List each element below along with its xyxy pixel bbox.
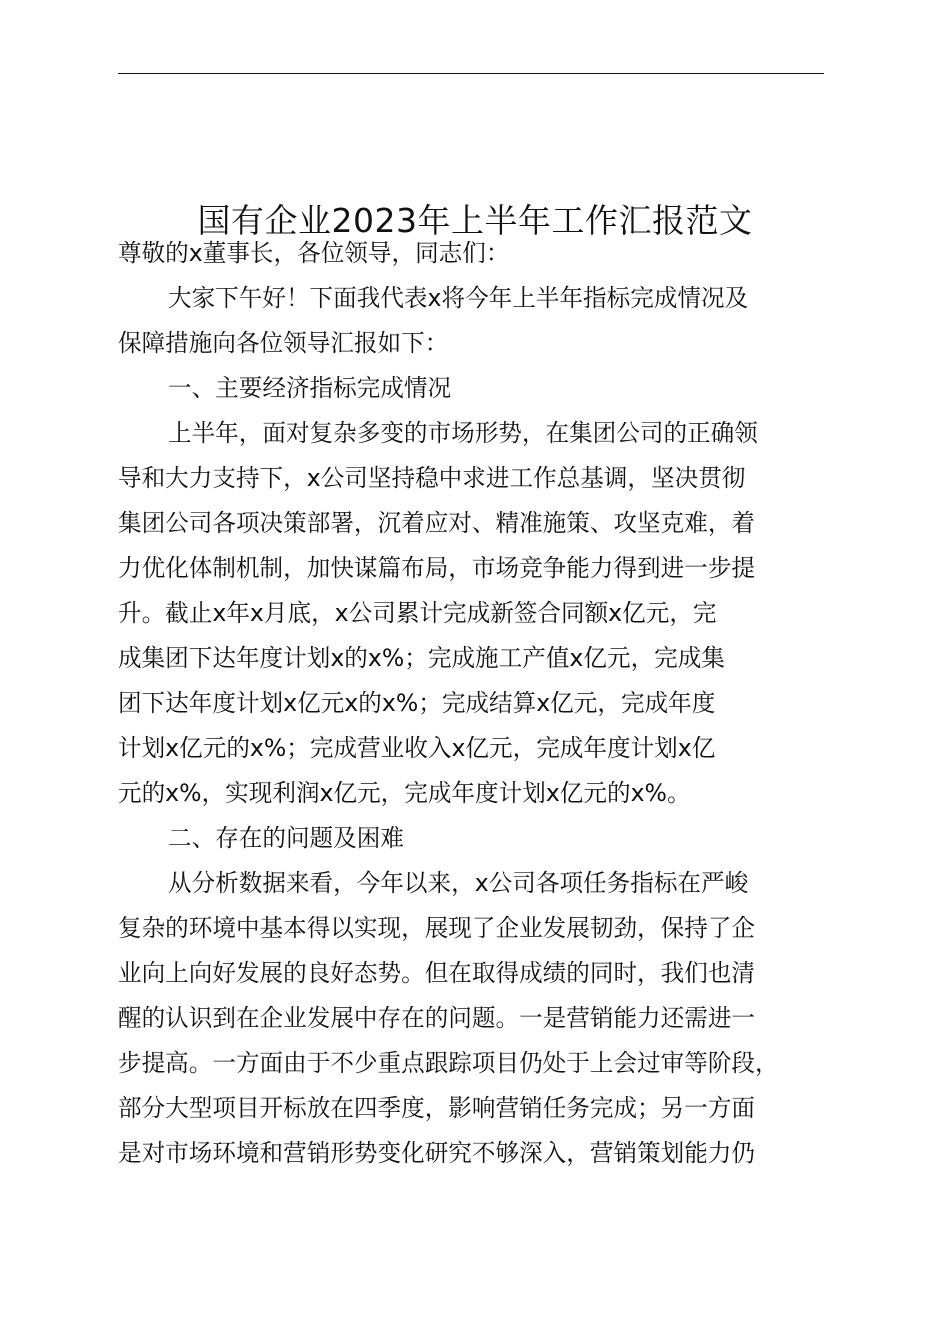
text-line: 保障措施向各位领导汇报如下： [118,329,449,357]
text-line: 醒的认识到在企业发展中存在的问题。一是营销能力还需进一 [118,1004,756,1032]
text-line: 升。截止x年x月底，x公司累计完成新签合同额x亿元，完 [118,599,717,627]
text-line: 上半年，面对复杂多变的市场形势，在集团公司的正确领 [168,419,758,447]
document-body [118,231,832,1176]
text-line: 团下达年度计划x亿元x的x%；完成结算x亿元，完成年度 [118,689,716,717]
text-line: 元的x%，实现利润x亿元，完成年度计划x亿元的x%。 [118,779,691,807]
text-line: 步提高。一方面由于不少重点跟踪项目仍处于上会过审等阶段， [118,1049,779,1077]
text-line: 从分析数据来看，今年以来，x公司各项任务指标在严峻 [168,869,749,897]
text-line: 大家下午好！下面我代表x将今年上半年指标完成情况及 [168,284,749,312]
text-line: 复杂的环境中基本得以实现，展现了企业发展韧劲，保持了企 [118,914,756,942]
header-rule [118,73,824,74]
text-line: 是对市场环境和营销形势变化研究不够深入，营销策划能力仍 [118,1139,756,1167]
text-line: 计划x亿元的x%；完成营业收入x亿元，完成年度计划x亿 [118,734,716,762]
text-line: 成集团下达年度计划x的x%；完成施工产值x亿元，完成集 [118,644,725,672]
text-line: 部分大型项目开标放在四季度，影响营销任务完成；另一方面 [118,1094,756,1122]
text-line: 二、存在的问题及困难 [168,824,404,852]
text-line: 一、主要经济指标完成情况 [168,374,452,402]
document-title: 国有企业2023年上半年工作汇报范文 [197,201,753,240]
text-line: 导和大力支持下，x公司坚持稳中求进工作总基调，坚决贯彻 [118,464,746,492]
text-line: 业向上向好发展的良好态势。但在取得成绩的同时，我们也清 [118,959,756,987]
text-line: 集团公司各项决策部署，沉着应对、精准施策、攻坚克难，着 [118,509,756,537]
text-line: 尊敬的x董事长，各位领导，同志们： [118,239,510,267]
text-line: 力优化体制机制，加快谋篇布局，市场竞争能力得到进一步提 [118,554,756,582]
